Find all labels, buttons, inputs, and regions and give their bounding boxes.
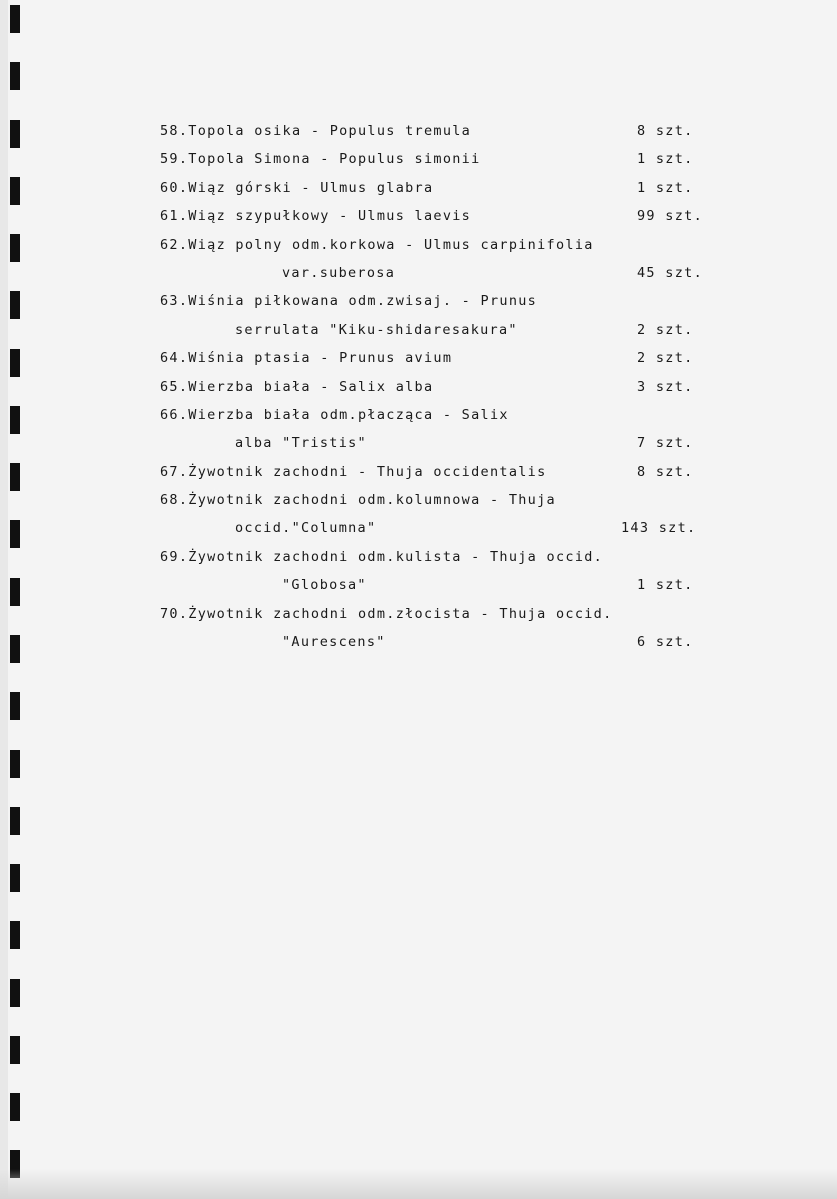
list-item bbox=[160, 543, 740, 571]
binding-hole bbox=[10, 635, 20, 663]
species-name: occid."Columna" bbox=[235, 520, 377, 537]
binding-hole bbox=[10, 864, 20, 892]
species-name: 66.Wierzba biała odm.płacząca - Salix bbox=[160, 406, 509, 423]
species-name: 61.Wiąz szypułkowy - Ulmus laevis bbox=[160, 208, 472, 225]
binding-hole bbox=[10, 520, 20, 548]
binding-hole bbox=[10, 578, 20, 606]
list-item bbox=[160, 401, 740, 429]
binding-hole bbox=[10, 5, 20, 33]
species-name: 67.Żywotnik zachodni - Thuja occidentalis bbox=[160, 463, 547, 480]
list-item bbox=[160, 628, 740, 656]
species-name: "Aurescens" bbox=[282, 634, 386, 651]
list-item bbox=[160, 600, 740, 628]
list-item bbox=[160, 316, 740, 344]
list-item bbox=[160, 202, 740, 230]
binding-hole bbox=[10, 120, 20, 148]
page-left-edge bbox=[0, 0, 8, 1199]
binding-hole bbox=[10, 234, 20, 262]
binding-hole bbox=[10, 349, 20, 377]
species-name: 69.Żywotnik zachodni odm.kulista - Thuja occid. bbox=[160, 548, 604, 565]
species-name: 64.Wiśnia ptasia - Prunus avium bbox=[160, 350, 453, 367]
binding-hole bbox=[10, 291, 20, 319]
list-item bbox=[160, 145, 740, 173]
binding-holes bbox=[10, 0, 22, 1199]
species-name: alba "Tristis" bbox=[235, 435, 367, 452]
binding-hole bbox=[10, 1093, 20, 1121]
list-item bbox=[160, 571, 740, 599]
quantity: 2 szt. bbox=[637, 321, 694, 338]
quantity: 45 szt. bbox=[637, 264, 703, 281]
binding-hole bbox=[10, 979, 20, 1007]
species-name: "Globosa" bbox=[282, 577, 367, 594]
quantity: 1 szt. bbox=[637, 151, 694, 168]
list-item bbox=[160, 486, 740, 514]
quantity: 8 szt. bbox=[637, 463, 694, 480]
species-list bbox=[160, 117, 740, 656]
quantity: 143 szt. bbox=[621, 520, 697, 537]
list-item bbox=[160, 514, 740, 542]
list-item bbox=[160, 458, 740, 486]
binding-hole bbox=[10, 463, 20, 491]
binding-hole bbox=[10, 692, 20, 720]
species-name: 59.Topola Simona - Populus simonii bbox=[160, 151, 481, 168]
binding-hole bbox=[10, 177, 20, 205]
list-item bbox=[160, 259, 740, 287]
species-name: serrulata "Kiku-shidaresakura" bbox=[235, 321, 518, 338]
species-name: 58.Topola osika - Populus tremula bbox=[160, 123, 472, 139]
binding-hole bbox=[10, 807, 20, 835]
quantity: 1 szt. bbox=[637, 179, 694, 196]
species-name: 68.Żywotnik zachodni odm.kolumnowa - Thuja bbox=[160, 492, 556, 509]
species-name: 63.Wiśnia piłkowana odm.zwisaj. - Prunus bbox=[160, 293, 538, 310]
list-item bbox=[160, 174, 740, 202]
quantity: 8 szt. bbox=[637, 123, 694, 139]
species-name: 70.Żywotnik zachodni odm.złocista - Thuja occid. bbox=[160, 605, 613, 622]
list-item bbox=[160, 231, 740, 259]
species-name: 65.Wierzba biała - Salix alba bbox=[160, 378, 434, 395]
binding-hole bbox=[10, 750, 20, 778]
species-name: 62.Wiąz polny odm.korkowa - Ulmus carpinifolia bbox=[160, 236, 594, 253]
quantity: 1 szt. bbox=[637, 577, 694, 594]
binding-hole bbox=[10, 406, 20, 434]
species-name: var.suberosa bbox=[282, 264, 396, 281]
list-item bbox=[160, 344, 740, 372]
quantity: 2 szt. bbox=[637, 350, 694, 367]
list-item bbox=[160, 287, 740, 315]
quantity: 99 szt. bbox=[637, 208, 703, 225]
binding-hole bbox=[10, 921, 20, 949]
species-name: 60.Wiąz górski - Ulmus glabra bbox=[160, 179, 434, 196]
scan-shadow bbox=[0, 1169, 837, 1199]
binding-hole bbox=[10, 62, 20, 90]
list-item bbox=[160, 429, 740, 457]
list-item bbox=[160, 117, 740, 145]
quantity: 6 szt. bbox=[637, 634, 694, 651]
binding-hole bbox=[10, 1036, 20, 1064]
quantity: 7 szt. bbox=[637, 435, 694, 452]
list-item bbox=[160, 373, 740, 401]
quantity: 3 szt. bbox=[637, 378, 694, 395]
